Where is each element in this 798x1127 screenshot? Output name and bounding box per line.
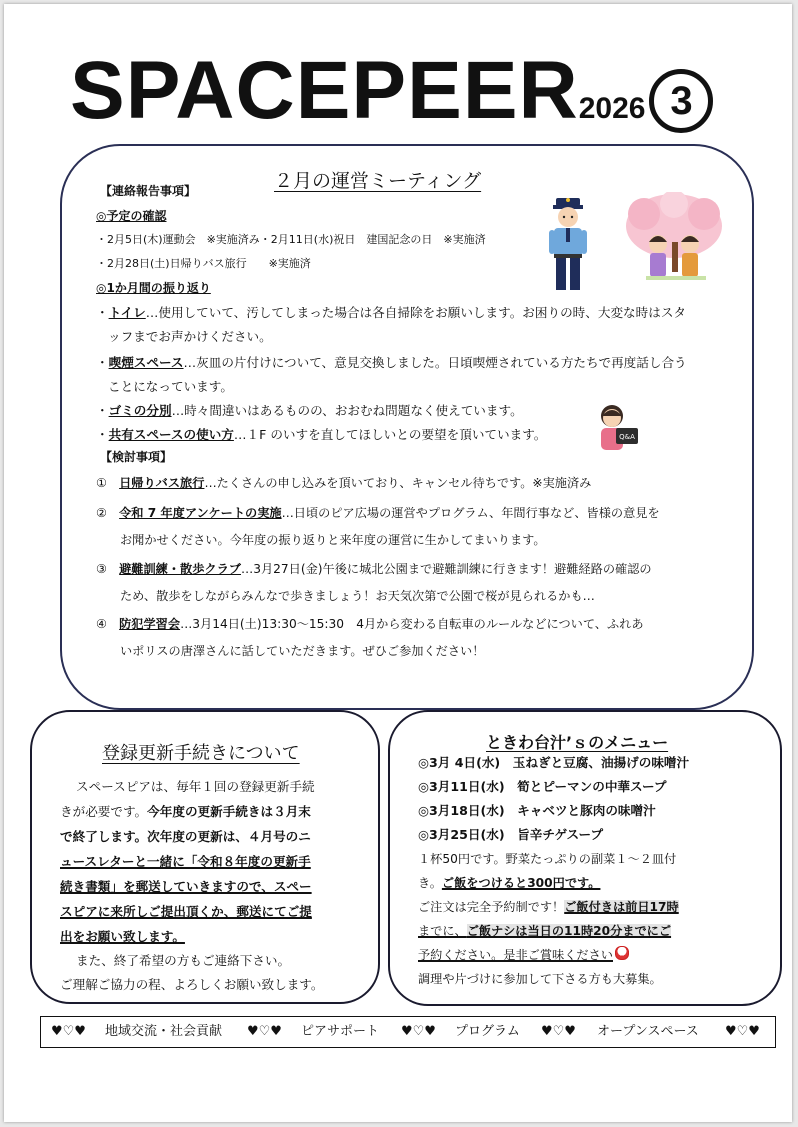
- meeting-heading: ２月の運営ミーティング: [274, 170, 482, 192]
- registration-line-2: [60, 801, 311, 820]
- menu-deadline-prefix: までに、: [418, 924, 467, 938]
- footer-item-community: 地域交流・社会貢献: [105, 1024, 223, 1039]
- registration-line-4: ュースレターと一緒に「令和８年度の更新手: [60, 854, 311, 869]
- report-section-header: 【連絡報告事項】: [100, 184, 197, 198]
- schedule-title: ◎予定の確認: [96, 209, 167, 223]
- agenda-text-2-cont: お聞かせください。今年度の振り返りと来年度の運営に生かしてまいります。: [120, 533, 546, 547]
- menu-item-3: ◎3月18日(水) キャベツと豚肉の味噌汁: [418, 803, 656, 818]
- agenda-item-4: [96, 615, 644, 632]
- review-title: ◎1か月間の振り返り: [96, 281, 211, 295]
- agenda-text-1: …たくさんの申し込みを頂いており、キャンセル待ちです。※実施済み: [204, 476, 592, 490]
- agenda-num-1: ①: [96, 476, 107, 490]
- shared-space-label: 共有スペースの使い方: [108, 427, 234, 442]
- masthead: [70, 45, 713, 136]
- agenda-text-3: …3月27日(金)午後に城北公園まで避難訓練に行きます！避難経路の確認の: [241, 562, 652, 576]
- agenda-text-2: …日頃のピア広場の運営やプログラム、年間行事など、皆様の意見を: [281, 506, 660, 520]
- toilet-text: …使用していて、汚してしまった場合は各自掃除をお願いします。お困りの時、大変な時はスタ: [145, 305, 687, 320]
- agenda-label-2: 令和 7 年度アンケートの実施: [119, 506, 282, 520]
- menu-rice-price: ご飯をつけると300円です。: [441, 876, 601, 890]
- soup-menu-heading: ときわ台汁’ｓのメニュー: [486, 733, 669, 752]
- footer-item-peer-support: ピアサポート: [301, 1024, 380, 1039]
- qa-sign-text: Q&A: [619, 433, 635, 441]
- rice-bowl-icon: [615, 946, 629, 960]
- menu-reservation-rice: ご飯付きは前日17時: [564, 900, 679, 914]
- footer-item-program: プログラム: [455, 1024, 520, 1039]
- registration-line-6: スピアに来所しご提出頂くか、郵送にてご提: [60, 904, 312, 919]
- heart-icon: ♥♡♥: [401, 1024, 436, 1039]
- menu-reservation-line: [418, 898, 679, 915]
- footer-item-open-space: オープンスペース: [597, 1024, 699, 1039]
- menu-reservation-note: ご注文は完全予約制です！: [418, 900, 565, 914]
- toilet-item: ・トイレ…使用していて、汚してしまった場合は各自掃除をお願いします。お困りの時、大変な時はスタ: [96, 305, 687, 320]
- registration-line-2a: きが必要です。: [60, 804, 148, 819]
- schedule-line-2: ・2月28日(土)日帰りバス旅行 ※実施済: [96, 257, 311, 270]
- registration-heading: 登録更新手続きについて: [102, 743, 300, 764]
- review-section-header: 【検討事項】: [100, 450, 173, 464]
- newsletter-page: [4, 4, 792, 1122]
- menu-volunteer-line: 調理や片づけに参加して下さる方も大募集。: [418, 972, 662, 986]
- registration-line-2b: 今年度の更新手続きは３月末: [147, 804, 311, 819]
- agenda-label-3: 避難訓練・散歩クラブ: [119, 562, 241, 576]
- cherry-blossom-illustration: [624, 192, 724, 288]
- agenda-item-2: [96, 504, 660, 521]
- garbage-label: ゴミの分別: [108, 403, 172, 418]
- menu-invite-line: [418, 946, 629, 963]
- menu-rice-line: [418, 874, 600, 891]
- masthead-title: SPACEPEER: [70, 45, 579, 136]
- heart-icon: ♥♡♥: [247, 1024, 282, 1039]
- agenda-num-3: ③: [96, 562, 107, 576]
- agenda-item-1: [96, 474, 591, 491]
- schedule-line-1: ・2月5日(木)運動会 ※実施済み・2月11日(水)祝日 建国記念の日 ※実施済: [96, 233, 486, 246]
- registration-line-5: 続き書類」を郵送していきますので、スペー: [60, 879, 312, 894]
- shared-space-item: ・共有スペースの使い方…１F のいすを直してほしいとの要望を頂いています。: [96, 427, 547, 442]
- smoking-item: ・喫煙スペース…灰皿の片付けについて、意見交換しました。日頃喫煙されている方たちで再度話し合う: [96, 355, 687, 370]
- police-officer-illustration: [544, 196, 592, 294]
- agenda-num-4: ④: [96, 617, 107, 631]
- issue-number: 3: [649, 69, 713, 133]
- registration-line-7: 出をお願い致します。: [60, 929, 185, 944]
- menu-deadline-line: [418, 922, 671, 939]
- masthead-year: 2026: [578, 92, 646, 125]
- menu-item-2: ◎3月11日(水) 筍とピーマンの中華スープ: [418, 779, 667, 794]
- heart-icon: ♥♡♥: [541, 1024, 576, 1039]
- agenda-num-2: ②: [96, 506, 107, 520]
- menu-price-line: １杯50円です。野菜たっぷりの副菜１～２皿付: [418, 852, 677, 866]
- registration-line-9: ご理解ご協力の程、よろしくお願い致します。: [60, 977, 324, 992]
- agenda-label-1: 日帰りバス旅行: [119, 476, 205, 490]
- menu-item-1: ◎3月 4日(水) 玉ねぎと豆腐、油揚げの味噌汁: [418, 755, 690, 770]
- heart-icon: ♥♡♥: [51, 1024, 86, 1039]
- menu-item-4: ◎3月25日(水) 旨辛チゲスープ: [418, 827, 604, 842]
- registration-line-8: また、終了希望の方もご連絡下さい。: [76, 953, 291, 968]
- menu-invite-text: 予約ください。是非ご賞味ください: [418, 948, 613, 962]
- smoking-text: …灰皿の片付けについて、意見交換しました。日頃喫煙されている方たちで再度話し合う: [183, 355, 687, 370]
- toilet-text-cont: ッフまでお声かけください。: [108, 329, 272, 344]
- garbage-item: ・ゴミの分別…時々間違いはあるものの、おおむね問題なく使えています。: [96, 403, 523, 418]
- agenda-text-4: …3月14日(土)13:30～15:30 4月から変わる自転車のルールなどについて、ふれあ: [180, 617, 644, 631]
- qa-person-illustration: [596, 402, 642, 452]
- menu-deadline-text: ご飯ナシは当日の11時20分までにご: [466, 924, 672, 938]
- toilet-label: トイレ: [108, 305, 146, 320]
- smoking-label: 喫煙スペース: [108, 355, 184, 370]
- agenda-label-4: 防犯学習会: [119, 617, 181, 631]
- agenda-text-4-cont: いポリスの唐澤さんに話していただきます。ぜひご参加ください！: [120, 644, 485, 658]
- registration-line-1: スペースピアは、毎年１回の登録更新手続: [76, 779, 315, 794]
- agenda-text-3-cont: ため、散歩をしながらみんなで歩きましょう！お天気次第で公園で桜が見られるかも…: [120, 589, 595, 603]
- garbage-text: …時々間違いはあるものの、おおむね問題なく使えています。: [171, 403, 523, 418]
- registration-line-3: で終了します。次年度の更新は、４月号のニ: [60, 829, 311, 844]
- heart-icon: ♥♡♥: [725, 1024, 760, 1039]
- agenda-item-3: [96, 560, 652, 577]
- menu-rice-prefix: き。: [418, 876, 442, 890]
- shared-space-text: …１F のいすを直してほしいとの要望を頂いています。: [233, 427, 547, 442]
- footer-banner: [40, 1016, 776, 1048]
- smoking-text-cont: ことになっています。: [108, 379, 233, 394]
